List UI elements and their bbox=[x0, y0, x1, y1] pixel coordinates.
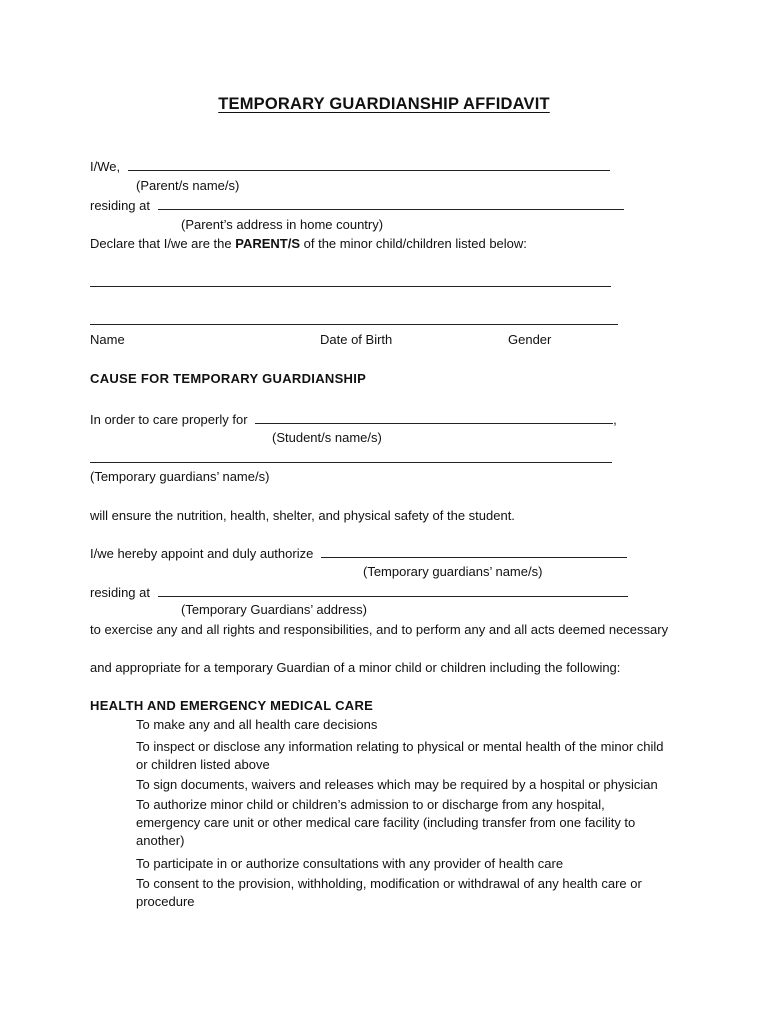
document-title-text: TEMPORARY GUARDIANSHIP AFFIDAVIT bbox=[218, 95, 550, 113]
parent-name-field[interactable] bbox=[128, 157, 610, 171]
parent-residing-label: residing at bbox=[90, 198, 150, 213]
in-order-label: In order to care properly for bbox=[90, 412, 248, 427]
health-item: To participate in or authorize consultations with any provider of health care bbox=[136, 856, 564, 871]
appoint-caption: (Temporary guardians’ name/s) bbox=[363, 564, 543, 579]
parent-address-field[interactable] bbox=[158, 196, 624, 210]
student-name-row bbox=[90, 410, 617, 429]
child-entry-line-1[interactable] bbox=[90, 286, 611, 287]
column-label-name: Name bbox=[90, 332, 125, 347]
column-label-dob: Date of Birth bbox=[320, 332, 393, 347]
declare-suffix: of the minor child/children listed below: bbox=[300, 236, 527, 251]
declare-bold: PARENT/S bbox=[235, 236, 301, 251]
health-item: To inspect or disclose any information relating to physical or mental health of the minor child or children listed above bbox=[136, 739, 664, 772]
ensure-text: will ensure the nutrition, health, shelter, and physical safety of the student. bbox=[90, 508, 515, 523]
guardian-address-field[interactable] bbox=[158, 583, 628, 597]
appoint-label: I/we hereby appoint and duly authorize bbox=[90, 546, 314, 561]
health-item: To authorize minor child or children’s admission to or discharge from any hospital, emergency care unit or other medical care facility (including transfer from one facility to another) bbox=[136, 797, 636, 848]
guardian-address-row bbox=[90, 583, 628, 602]
child-entry-line-2[interactable] bbox=[90, 324, 618, 325]
cause-heading: CAUSE FOR TEMPORARY GUARDIANSHIP bbox=[90, 371, 367, 386]
iwe-label: I/We, bbox=[90, 159, 121, 174]
declare-parent-statement bbox=[90, 235, 527, 253]
trailing-comma: , bbox=[613, 412, 617, 427]
appoint-row bbox=[90, 544, 627, 563]
parent-address-row bbox=[90, 196, 624, 215]
health-item: To make any and all health care decisions bbox=[136, 717, 378, 732]
health-heading: HEALTH AND EMERGENCY MEDICAL CARE bbox=[90, 698, 374, 713]
temporary-guardian-name-field[interactable] bbox=[90, 462, 612, 463]
guardian-address-caption: (Temporary Guardians’ address) bbox=[181, 602, 367, 617]
parent-name-row bbox=[90, 157, 610, 176]
column-label-gender: Gender bbox=[508, 332, 552, 347]
health-item: To sign documents, waivers and releases which may be required by a hospital or physician bbox=[136, 777, 658, 792]
parent-names-caption: (Parent/s name/s) bbox=[136, 178, 240, 193]
appoint-guardian-field[interactable] bbox=[321, 544, 627, 558]
guardian-residing-label: residing at bbox=[90, 585, 150, 600]
health-item: To consent to the provision, withholding, modification or withdrawal of any health care or procedure bbox=[136, 876, 642, 909]
appropriate-text: and appropriate for a temporary Guardian of a minor child or children including the following: bbox=[90, 660, 621, 675]
parent-address-caption: (Parent’s address in home country) bbox=[181, 217, 384, 232]
document-title bbox=[0, 95, 768, 113]
exercise-text: to exercise any and all rights and responsibilities, and to perform any and all acts deemed necessary bbox=[90, 622, 669, 637]
declare-prefix: Declare that I/we are the bbox=[90, 236, 236, 251]
student-name-field[interactable] bbox=[255, 410, 613, 424]
guardian-caption: (Temporary guardians’ name/s) bbox=[90, 469, 270, 484]
student-caption: (Student/s name/s) bbox=[272, 430, 382, 445]
